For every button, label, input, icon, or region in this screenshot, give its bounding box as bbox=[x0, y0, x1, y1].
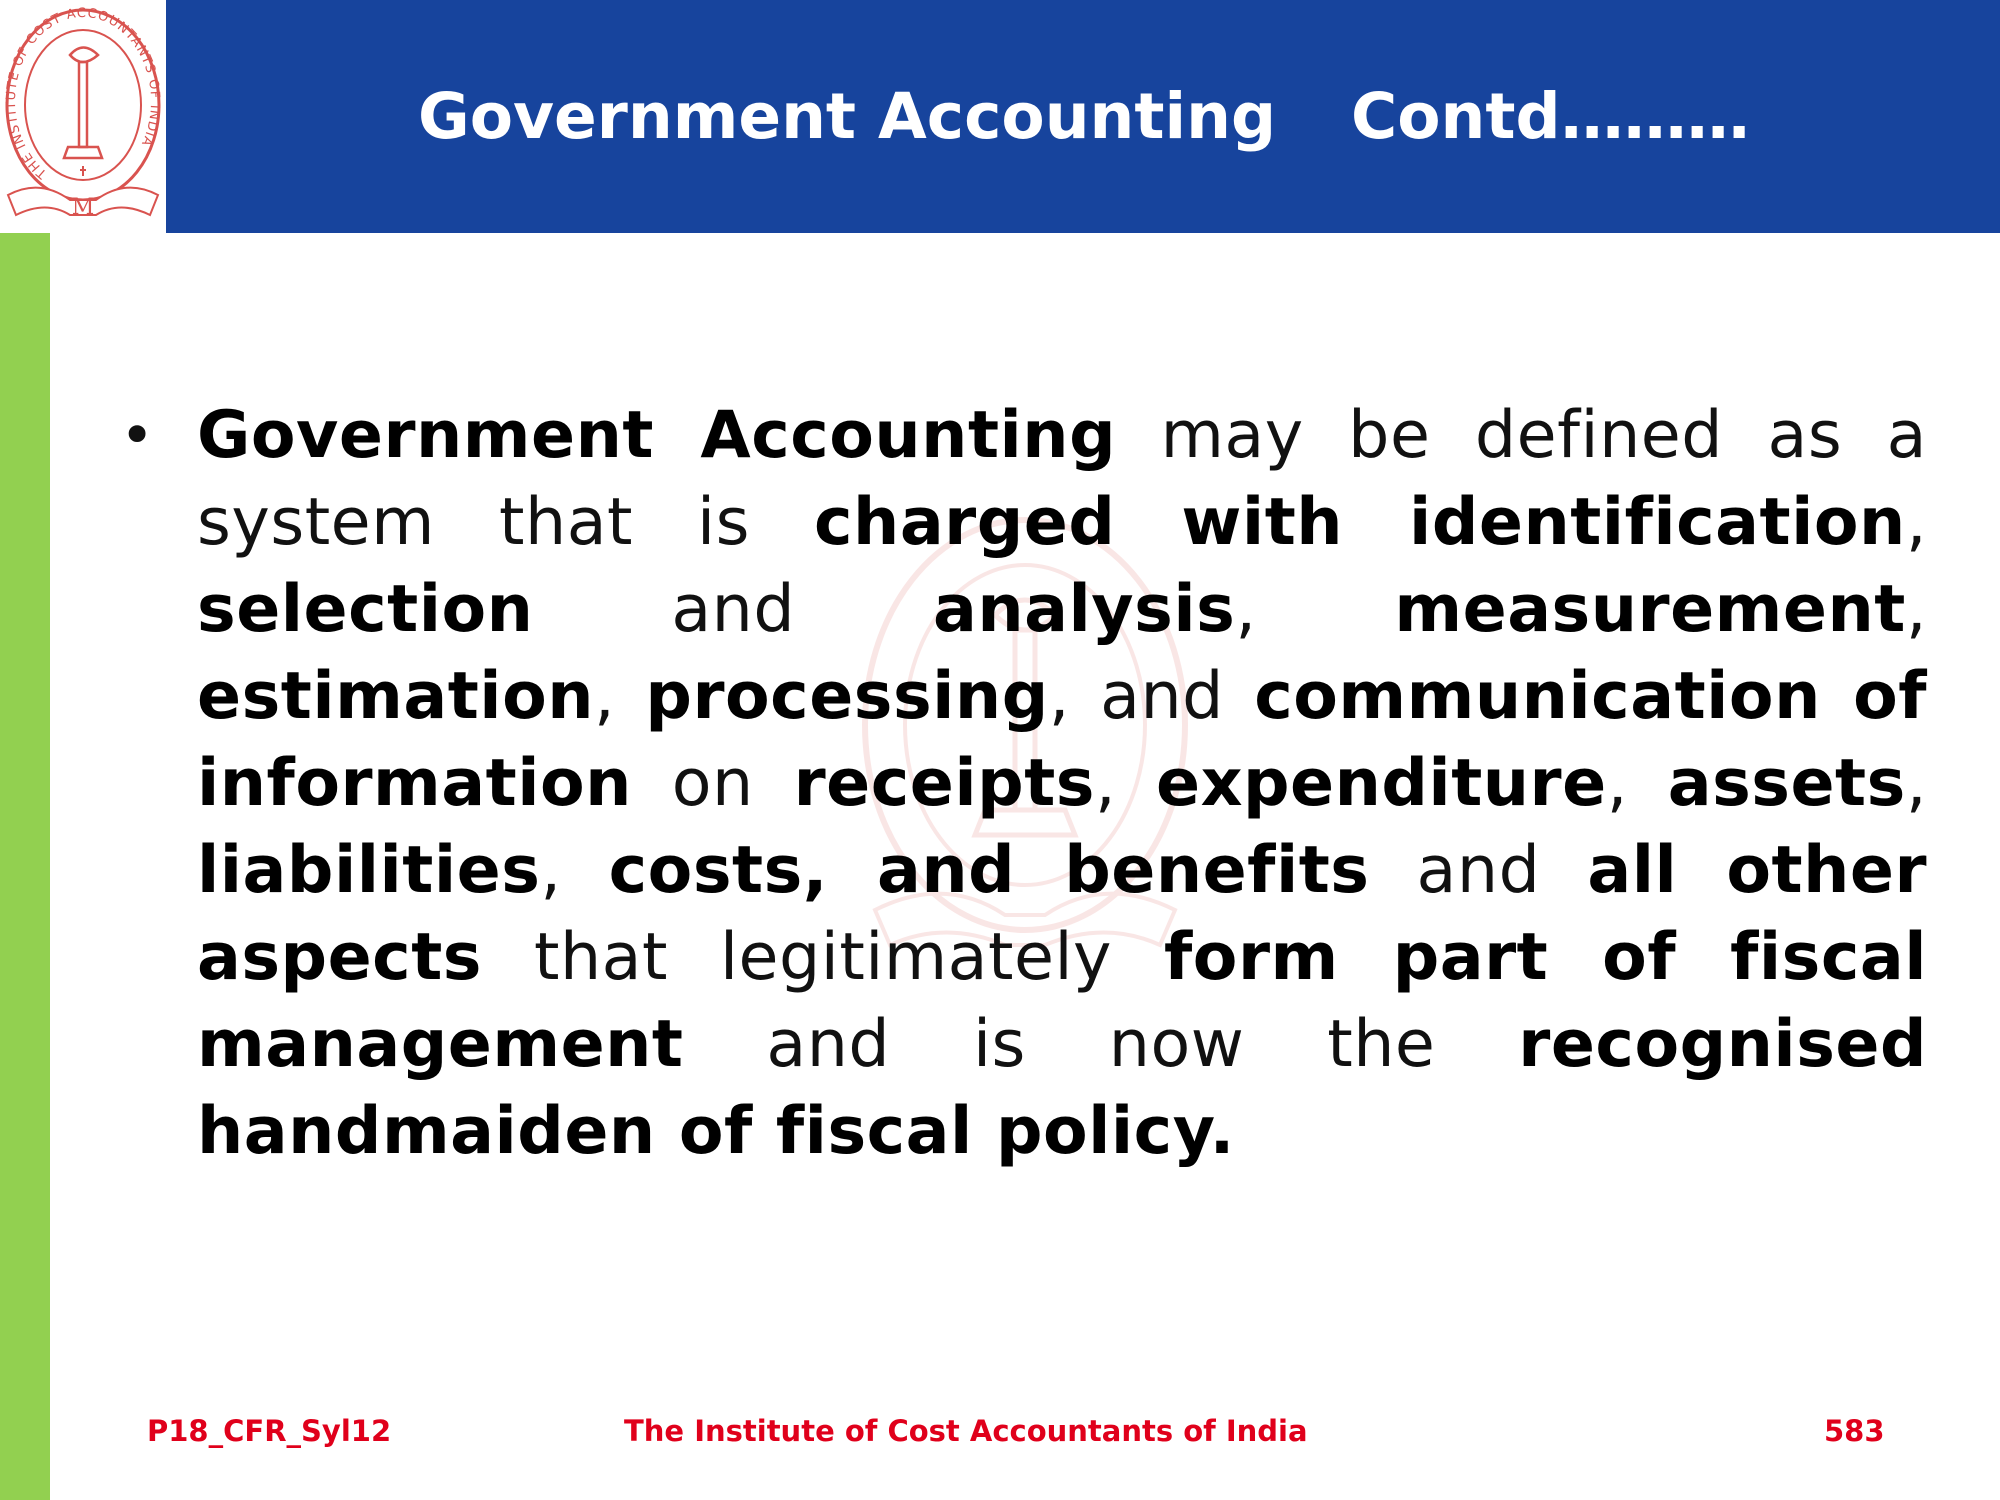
footer-course-code: P18_CFR_Syl12 bbox=[147, 1414, 392, 1448]
paragraph-text: on bbox=[631, 746, 794, 821]
footer-page-number: 583 bbox=[1824, 1414, 1885, 1448]
emphasized-term: processing bbox=[645, 659, 1049, 734]
emphasized-term: liabilities bbox=[197, 833, 541, 908]
paragraph-text: , and bbox=[1048, 659, 1255, 734]
emphasized-term: expenditure bbox=[1155, 746, 1607, 821]
side-accent-bar bbox=[0, 233, 50, 1500]
bullet-marker: • bbox=[120, 401, 155, 469]
emphasized-term: measurement bbox=[1394, 572, 1906, 647]
paragraph-text: , bbox=[540, 833, 609, 908]
paragraph-text: , bbox=[1235, 572, 1395, 647]
footer-institute-name: The Institute of Cost Accountants of India bbox=[624, 1414, 1308, 1448]
paragraph-text: , bbox=[1905, 746, 1927, 821]
emphasized-term: costs, and benefits bbox=[608, 833, 1370, 908]
emphasized-term: receipts bbox=[793, 746, 1095, 821]
paragraph-text: , bbox=[594, 659, 646, 734]
emphasized-term: charged with identification bbox=[814, 485, 1906, 560]
emphasized-term: all other aspects bbox=[197, 833, 1927, 995]
logo-emblem-letter: M bbox=[71, 195, 95, 220]
definition-paragraph bbox=[197, 392, 1927, 1175]
emphasized-term: assets bbox=[1667, 746, 1906, 821]
emphasized-term: communication of information bbox=[197, 659, 1928, 821]
paragraph-text: that legitimately bbox=[481, 920, 1165, 995]
paragraph-text: and bbox=[1369, 833, 1588, 908]
svg-text:THE INSTITUTE OF COST ACCOUNTA bbox=[4, 6, 162, 182]
emphasized-term: recognised handmaiden of fiscal policy. bbox=[197, 1007, 1927, 1169]
emphasized-term: analysis bbox=[933, 572, 1236, 647]
slide-title-contd: Contd……… bbox=[1351, 80, 1750, 153]
paragraph-text: , bbox=[1905, 485, 1927, 560]
emphasized-term: Government Accounting bbox=[197, 398, 1117, 473]
institute-logo bbox=[0, 0, 166, 233]
slide-title: Government Accounting bbox=[418, 80, 1277, 153]
emphasized-term: selection bbox=[197, 572, 534, 647]
logo-ring-text: THE INSTITUTE OF COST ACCOUNTANTS OF INDIA bbox=[3, 5, 163, 182]
emphasized-term: estimation bbox=[197, 659, 594, 734]
institute-emblem-icon bbox=[0, 0, 166, 233]
paragraph-text: , bbox=[1094, 746, 1156, 821]
paragraph-text: , bbox=[1905, 572, 1927, 647]
paragraph-text: may be defined as a system that is bbox=[197, 398, 1928, 560]
emphasized-term: form part of fiscal management bbox=[197, 920, 1927, 1082]
paragraph-text: , bbox=[1606, 746, 1668, 821]
paragraph-text: and is now the bbox=[683, 1007, 1519, 1082]
paragraph-text: and bbox=[533, 572, 934, 647]
